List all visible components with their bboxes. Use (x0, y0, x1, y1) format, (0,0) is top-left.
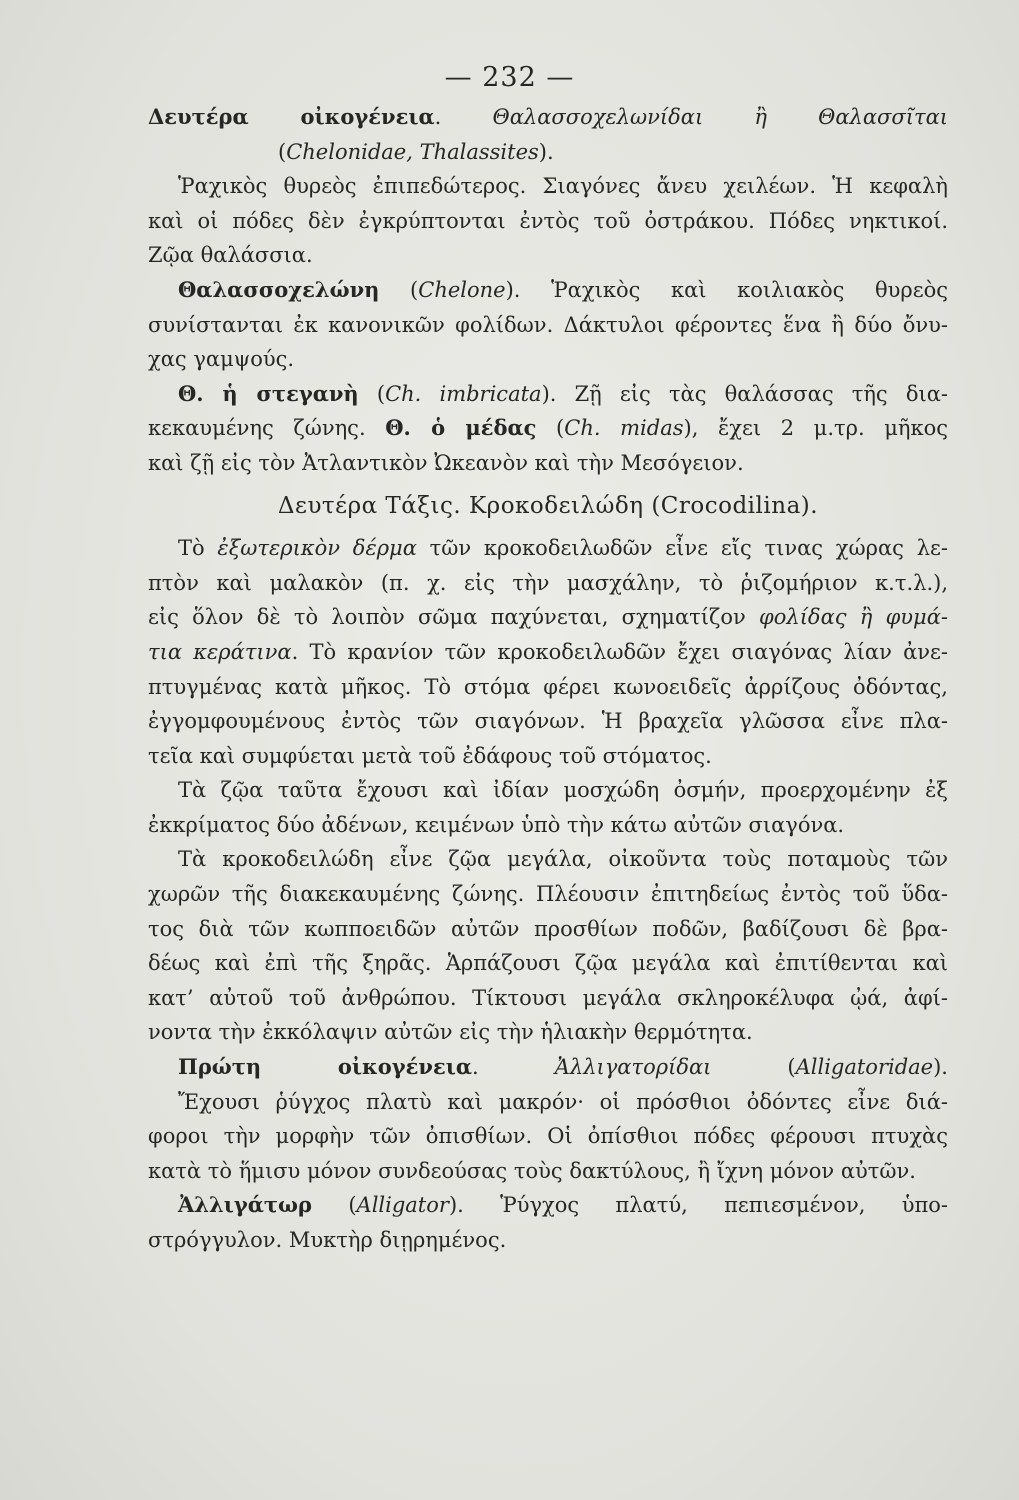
italic-term: Ch. imbricata (385, 381, 542, 406)
bold-term: Θ. ὁ μέδας (385, 415, 537, 441)
text-run: τος διὰ τῶν κωπποειδῶν αὐτῶν προσθίων ποδῶν, βαδίζουσι δὲ βρα- (148, 916, 948, 941)
text-run: ἐγγομφουμένους ἐντὸς τῶν σιαγόνων. Ἡ βραχεῖα γλῶσσα εἶνε πλα- (148, 709, 948, 734)
text-line (148, 238, 948, 273)
text-line (148, 446, 948, 481)
text-run: φοροι τὴν μορφὴν τῶν ὀπισθίων. Οἱ ὀπίσθιοι πόδες φέρουσι πτυχὰς (148, 1124, 948, 1149)
italic-term: Alligator (356, 1193, 449, 1218)
text-run: . (472, 1055, 555, 1080)
text-run: εἰς ὅλον δὲ τὸ λοιπὸν σῶμα παχύνεται, σχηματίζον (148, 605, 760, 630)
text-run: Ζῷα θαλάσσια. (148, 243, 313, 268)
text-run: χας γαμψούς. (148, 347, 295, 372)
text-run: ). Ῥύγχος πλατύ, πεπιεσμένον, ὑπο- (448, 1193, 948, 1218)
text-run: ( (379, 277, 419, 302)
italic-term: Chelonidae, Thalassites (286, 139, 539, 164)
text-run: ). Ῥαχικὸς καὶ κοιλιακὸς θυρεὸς (505, 277, 948, 302)
text-run: στρόγγυλον. Μυκτὴρ διῃρημένος. (148, 1228, 507, 1252)
text-line (148, 912, 948, 947)
text-line (148, 531, 948, 566)
text-run: τεῖα καὶ συμφύεται μετὰ τοῦ ἐδάφους τοῦ στόματος. (148, 743, 712, 768)
italic-term: ἐξωτερικὸν δέρμα (217, 536, 417, 561)
text-line (148, 169, 948, 204)
text-line (148, 1085, 948, 1120)
text-run: . (434, 105, 493, 129)
italic-term: φολίδας ἢ φυμά- (759, 605, 948, 630)
text-run: κεκαυμένης ζώνης. (148, 416, 386, 441)
text-line (148, 100, 948, 135)
text-run: καὶ ζῇ εἰς τὸν Ἀτλαντικὸν Ὠκεανὸν καὶ τὴν Μεσόγειον. (148, 450, 744, 475)
bold-term: Θ. ἡ στεγανὴ (178, 380, 359, 406)
text-run: καὶ οἱ πόδες δὲν ἐγκρύπτονται ἐντὸς τοῦ ὀστράκου. Πόδες νηκτικοί. (148, 208, 948, 233)
text-run: ( (711, 1055, 796, 1080)
text-line (148, 600, 948, 635)
text-line (148, 411, 948, 446)
text-run: συνίστανται ἐκ κανονικῶν φολίδων. Δάκτυλοι φέροντες ἕνα ἢ δύο ὄνυ- (148, 312, 948, 337)
text-line (148, 273, 948, 308)
text-line (148, 1154, 948, 1189)
italic-term: Ἀλλιγατορίδαι (554, 1055, 712, 1080)
text-run: πτὸν καὶ μαλακὸν (π. χ. εἰς τὴν μασχάλην, τὸ ῥιζομήριον κ.τ.λ.), (148, 570, 948, 595)
text-run: ( (278, 139, 287, 164)
text-run: δέως καὶ ἐπὶ τῆς ξηρᾶς. Ἁρπάζουσι ζῷα μεγάλα καὶ ἐπιτίθενται καὶ (148, 951, 948, 976)
bold-term: Πρώτη οἰκογένεια (178, 1054, 473, 1080)
text-run: ἐκκρίματος δύο ἀδένων, κειμένων ὑπὸ τὴν κάτω αὐτῶν σιαγόνα. (148, 812, 845, 837)
text-line (148, 1188, 948, 1223)
text-run: Τὸ (178, 536, 218, 561)
text-run: Δευτέρα Τάξις. Κροκοδειλώδη (Crocodilina). (277, 492, 819, 519)
text-run: Ἔχουσι ῥύγχος πλατὺ καὶ μακρόν· οἱ πρόσθιοι ὀδόντες εἶνε διά- (178, 1089, 948, 1114)
text-run: νοντα τὴν ἐκκόλαψιν αὐτῶν εἰς τὴν ἡλιακὴν θερμότητα. (148, 1020, 753, 1045)
body-text (148, 100, 948, 1258)
text-line (148, 635, 948, 670)
text-run: κατ’ αὐτοῦ τοῦ ἀνθρώπου. Τίκτουσι μεγάλα σκληροκέλυφα ᾠά, ἀφί- (148, 985, 948, 1010)
italic-term: Chelone (418, 277, 506, 302)
italic-term: Alligatoridae (795, 1055, 934, 1080)
text-line (148, 1119, 948, 1154)
italic-term: τια κεράτινα (148, 639, 292, 664)
text-run: ). (538, 139, 554, 164)
text-line (148, 842, 948, 877)
italic-term: Ch. midas (564, 416, 684, 441)
section-heading (148, 489, 948, 524)
bold-term: Θαλασσοχελώνη (178, 276, 380, 302)
text-run: ( (312, 1193, 357, 1218)
text-run: ( (358, 381, 386, 406)
text-run: Τὰ ζῷα ταῦτα ἔχουσι καὶ ἰδίαν μοσχώδη ὀσμήν, προερχομένην ἐξ (178, 778, 948, 803)
italic-term: Θαλασσοχελωνίδαι ἢ Θαλασσῖται (492, 105, 948, 129)
text-run: ( (536, 416, 565, 441)
text-run: ). (933, 1055, 948, 1080)
page-number: — 232 — (444, 62, 575, 93)
text-line (148, 946, 948, 981)
bold-term: Ἀλλιγάτωρ (178, 1192, 313, 1218)
text-run: ), ἔχει 2 μ.τρ. μῆκος (683, 416, 948, 441)
text-line (148, 877, 948, 912)
text-line (148, 204, 948, 239)
text-line (148, 739, 948, 774)
text-line (148, 135, 948, 170)
text-line (148, 981, 948, 1016)
text-run: Ῥαχικὸς θυρεὸς ἐπιπεδώτερος. Σιαγόνες ἄνευ χειλέων. Ἡ κεφαλὴ (178, 174, 948, 199)
text-line (148, 566, 948, 601)
text-line (148, 377, 948, 412)
text-line (148, 1015, 948, 1050)
text-line (148, 342, 948, 377)
text-run: πτυγμένας κατὰ μῆκος. Τὸ στόμα φέρει κωνοειδεῖς ἀρρίζους ὀδόντας, (148, 674, 948, 699)
text-run: ). Ζῇ εἰς τὰς θαλάσσας τῆς δια- (541, 381, 948, 406)
text-run: χωρῶν τῆς διακεκαυμένης ζώνης. Πλέουσιν ἐπιτηδείως ἐντὸς τοῦ ὕδα- (148, 882, 948, 907)
text-line (148, 670, 948, 705)
text-run: . Τὸ κρανίον τῶν κροκοδειλωδῶν ἔχει σιαγόνας λίαν ἀνε- (291, 639, 948, 664)
text-line (148, 1050, 948, 1085)
text-run: Τὰ κροκοδειλώδη εἶνε ζῷα μεγάλα, οἰκοῦντα τοὺς ποταμοὺς τῶν (178, 847, 948, 872)
text-run: τῶν κροκοδειλωδῶν εἶνε εἴς τινας χώρας λε- (416, 536, 948, 561)
bold-term: Δευτέρα οἰκογένεια (148, 104, 435, 129)
text-line (148, 808, 948, 843)
text-run: κατὰ τὸ ἥμισυ μόνον συνδεούσας τοὺς δακτύλους, ἢ ἴχνη μόνον αὐτῶν. (148, 1158, 916, 1183)
text-line (148, 1223, 948, 1258)
text-line (148, 308, 948, 343)
text-line (148, 704, 948, 739)
text-line (148, 773, 948, 808)
